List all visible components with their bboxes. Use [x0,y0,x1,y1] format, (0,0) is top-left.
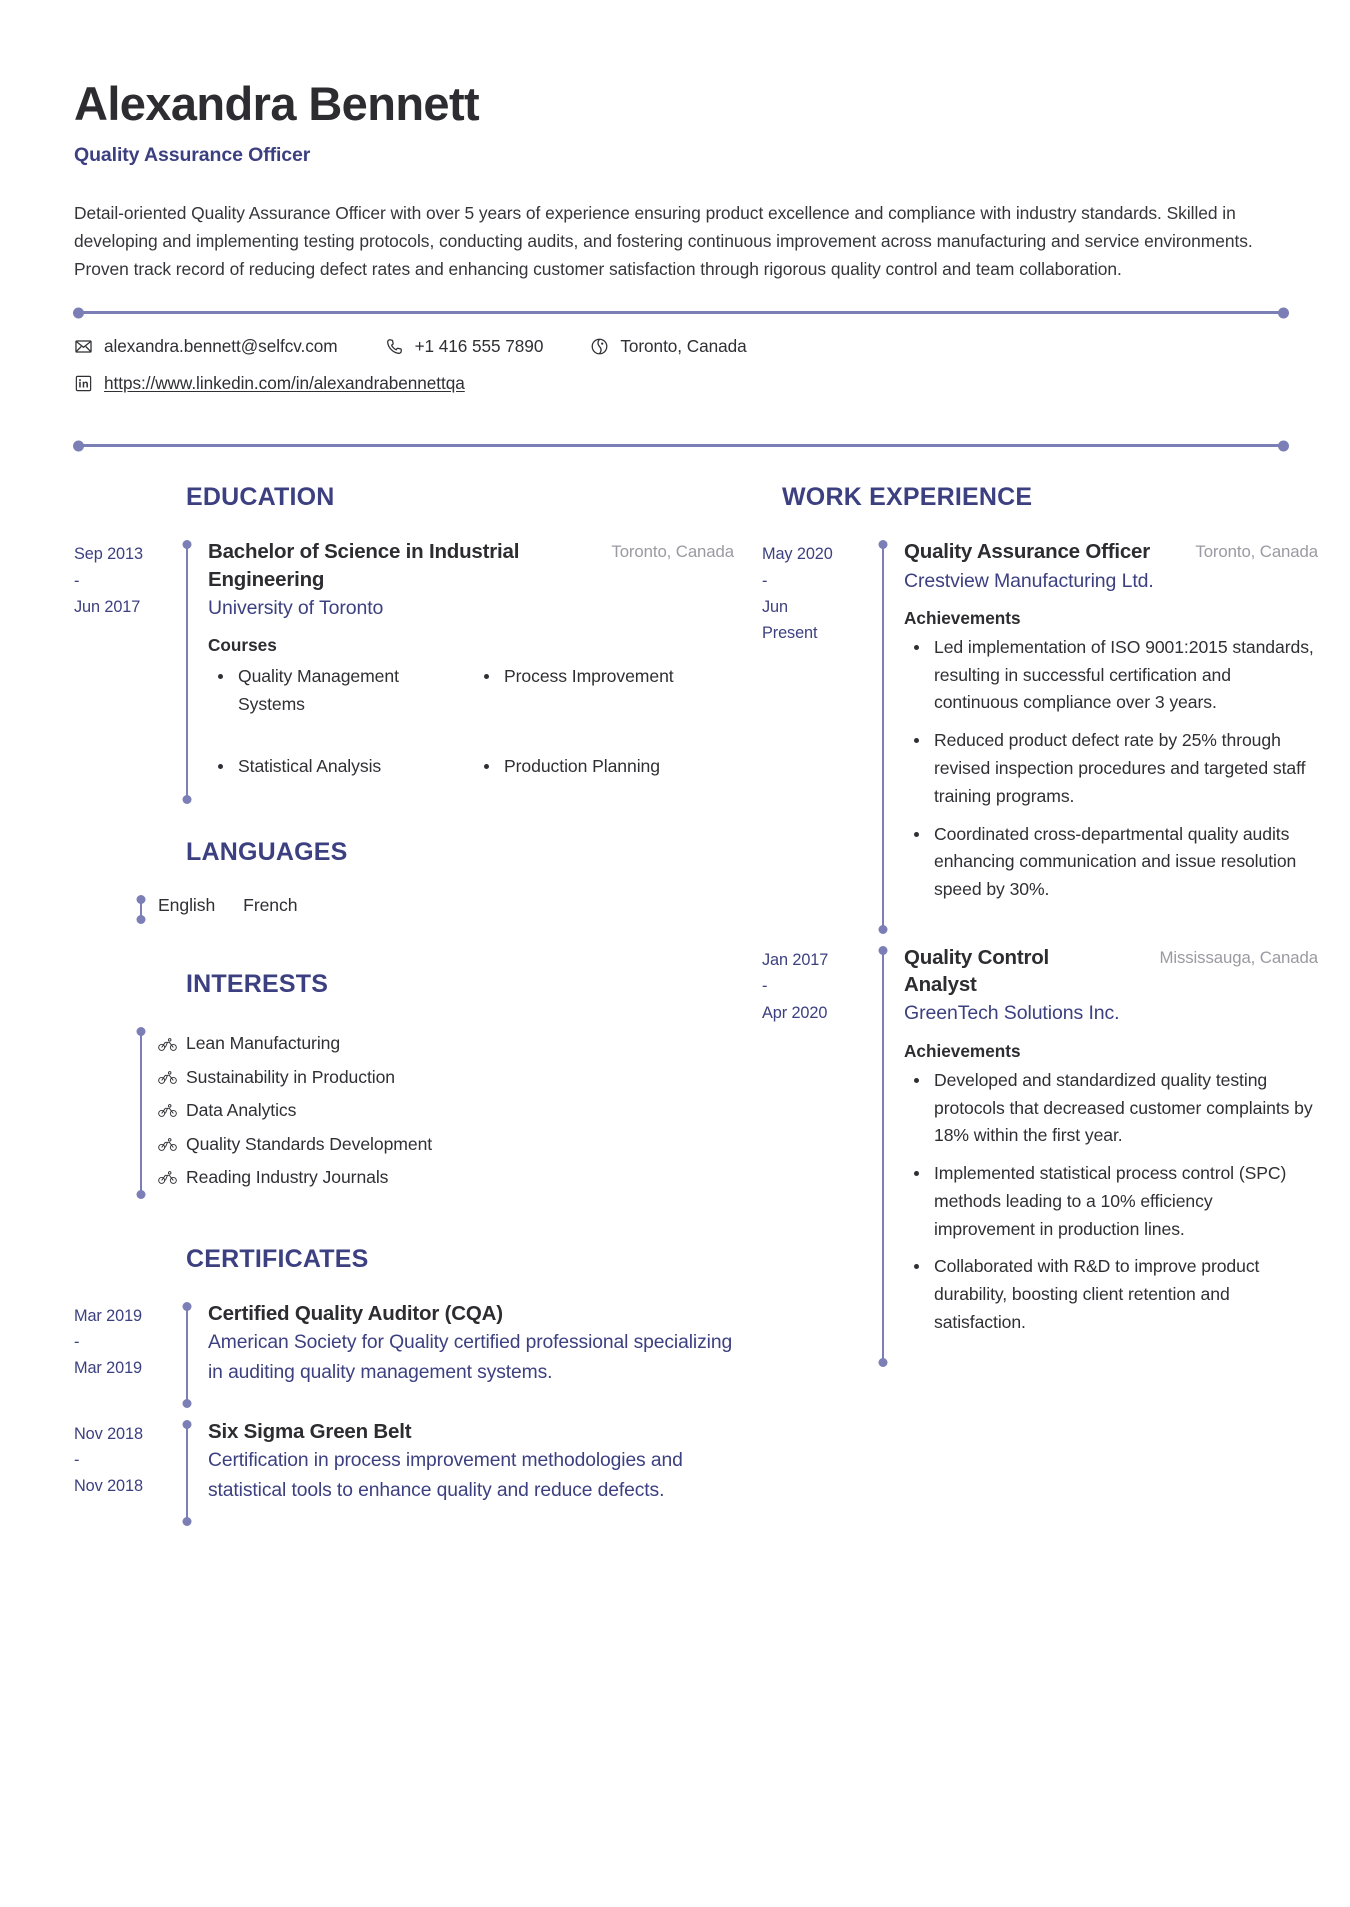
work-date [762,944,870,1369]
certificate-date [74,1300,174,1410]
timeline-dot-top [183,1302,192,1311]
interest-label: Sustainability in Production [186,1066,396,1087]
language-item: French [243,895,298,916]
education-start: Sep 2013 [74,545,143,564]
timeline-line [186,1425,188,1521]
timeline-dot-top [183,1420,192,1429]
work-timeline [876,538,890,936]
timeline-dot-top [137,1027,146,1036]
timeline-line [882,545,884,929]
certificate-timeline [180,1300,194,1410]
certificate-start: Nov 2018 [74,1424,143,1443]
certificate-title: Six Sigma Green Belt [208,1419,412,1443]
bicycle-icon [158,1170,177,1185]
section-title-work: WORK EXPERIENCE [782,483,1033,512]
left-column [74,483,734,1537]
bicycle-icon [158,1103,177,1118]
interest-label: Reading Industry Journals [186,1167,389,1188]
contact-linkedin-text: https://www.linkedin.com/in/alexandrabennettqa [104,373,465,394]
work-company: Crestview Manufacturing Ltd. [904,569,1154,592]
globe-icon [590,337,609,356]
contact-row-primary [74,336,1288,357]
achievement-item: Collaborated with R&D to improve product durability, boosting client retention and satisfaction. [904,1253,1318,1336]
certificate-dash: - [74,1332,80,1351]
course-item: Production Planning [474,752,734,780]
work-achievements-label: Achievements [904,1040,1021,1061]
timeline-dot-bottom [183,795,192,804]
certificate-start: Mar 2019 [74,1306,142,1325]
bicycle-icon [158,1070,177,1085]
certificate-entry [74,1418,734,1528]
certificate-timeline [180,1418,194,1528]
course-item: Quality Management Systems [208,662,468,718]
phone-icon [385,337,404,356]
education-school: University of Toronto [208,596,384,619]
work-timeline [876,944,890,1369]
timeline-dot-bottom [183,1517,192,1526]
timeline-dot-top [137,895,146,904]
course-item: Process Improvement [474,662,734,718]
timeline-dot-bottom [879,925,888,934]
work-date [762,538,870,936]
certificate-body [208,1300,734,1410]
education-body [208,538,734,806]
interests-list [158,1025,432,1200]
section-title-certificates: CERTIFICATES [186,1244,369,1273]
education-entry [74,538,734,806]
envelope-icon [74,337,93,356]
candidate-name: Alexandra Bennett [74,77,480,130]
languages-timeline [134,893,148,926]
interest-label: Data Analytics [186,1100,297,1121]
interest-label: Lean Manufacturing [186,1033,341,1054]
certificate-description: Certification in process improvement methodologies and statistical tools to enhance quality and reduce defects. [208,1449,683,1501]
education-courses-grid [208,662,734,784]
work-body [904,944,1318,1369]
education-timeline [180,538,194,806]
timeline-dot-bottom [879,1358,888,1367]
work-head [904,538,1318,565]
work-role: Quality Control Analyst [904,945,1050,997]
interest-label: Quality Standards Development [186,1133,433,1154]
section-languages [74,838,734,926]
certificate-entry [74,1300,734,1410]
bicycle-icon [158,1137,177,1152]
education-location: Toronto, Canada [611,542,734,562]
section-work-experience [762,483,1318,1369]
timeline-dot-bottom [183,1399,192,1408]
work-body [904,538,1318,936]
timeline-line [186,545,188,799]
certificate-title: Certified Quality Auditor (CQA) [208,1301,503,1325]
contact-location-text: Toronto, Canada [620,336,747,357]
linkedin-icon [74,374,93,393]
work-location: Toronto, Canada [1195,542,1318,562]
divider-top [74,311,1288,314]
timeline-dot-top [183,540,192,549]
interest-item [158,1027,432,1060]
contact-phone-text: +1 416 555 7890 [414,336,544,357]
certificate-dash: - [74,1451,80,1469]
candidate-job-title: Quality Assurance Officer [74,143,311,166]
course-item: Statistical Analysis [208,752,468,780]
work-end-line1: Jun [762,598,788,617]
work-start: Jan 2017 [762,950,829,969]
interest-item [158,1061,432,1094]
interest-item [158,1094,432,1127]
section-title-languages: LANGUAGES [186,838,348,867]
work-dash: - [762,571,768,590]
timeline-line [882,951,884,1362]
achievement-item: Led implementation of ISO 9001:2015 standards, resulting in successful certification and continuous compliance over 3 years. [904,634,1318,717]
work-location: Mississauga, Canada [1159,947,1318,967]
education-dash: - [74,571,80,590]
resume-header [74,78,1288,283]
contact-linkedin[interactable] [74,373,465,394]
timeline-line [140,1032,142,1193]
timeline-dot-top [879,946,888,955]
work-entry [762,944,1318,1369]
education-head [208,538,734,593]
interests-timeline [134,1025,148,1200]
work-end-line2: Present [762,624,818,643]
work-start: May 2020 [762,545,833,564]
contact-email[interactable] [74,336,338,357]
contact-email-text: alexandra.bennett@selfcv.com [104,336,338,357]
certificate-body [208,1418,734,1528]
timeline-dot-top [879,540,888,549]
work-head [904,944,1318,999]
education-end: Jun 2017 [74,598,141,617]
achievement-item: Coordinated cross-departmental quality audits enhancing communication and issue resolution speed by 30%. [904,821,1318,904]
work-achievements-list [904,1067,1318,1337]
section-certificates [74,1245,734,1528]
languages-entry [74,893,734,926]
work-dash: - [762,977,768,996]
interest-item [158,1161,432,1194]
section-interests [74,970,734,1200]
section-title-education: EDUCATION [186,483,335,512]
work-company: GreenTech Solutions Inc. [904,1002,1120,1025]
education-courses-label: Courses [208,635,277,656]
contact-phone[interactable] [385,336,544,357]
interests-entry [74,1025,734,1200]
section-title-interests: INTERESTS [186,970,329,999]
contact-block [74,314,1288,416]
contact-row-secondary [74,373,1288,394]
interest-item [158,1128,432,1161]
certificate-date [74,1418,174,1528]
timeline-dot-bottom [137,1190,146,1199]
language-item: English [158,895,216,916]
divider-bottom [74,444,1288,447]
section-education [74,483,734,806]
professional-summary: Detail-oriented Quality Assurance Officer with over 5 years of experience ensuring product excellence and compliance with industry standards. Skilled in developing and implementing testing protocols, conducting audits, and fostering continuous improvement across manufacturing and service environments. Proven track record of reducing defect rates and enhancing customer satisfaction through rigorous quality control and team collaboration. [74,202,1253,280]
right-column [762,483,1318,1537]
education-degree: Bachelor of Science in Industrial Engineering [208,540,520,591]
work-achievements-list [904,634,1318,904]
education-date [74,538,174,806]
languages-list [158,893,297,926]
resume-body [74,483,1318,1537]
certificate-end: Mar 2019 [74,1359,142,1378]
timeline-line [186,1307,188,1403]
work-achievements-label: Achievements [904,607,1021,628]
work-end-line1: Apr 2020 [762,1003,828,1022]
achievement-item: Reduced product defect rate by 25% through revised inspection procedures and targeted staff training programs. [904,727,1318,810]
achievement-item: Implemented statistical process control (SPC) methods leading to a 10% efficiency improvement in production lines. [904,1160,1318,1243]
certificate-end: Nov 2018 [74,1477,143,1496]
bicycle-icon [158,1037,177,1052]
work-entry [762,538,1318,936]
timeline-dot-bottom [137,915,146,924]
certificate-description: American Society for Quality certified professional specializing in auditing quality management systems. [208,1331,733,1383]
achievement-item: Developed and standardized quality testing protocols that decreased customer complaints by 18% within the first year. [904,1067,1318,1150]
work-role: Quality Assurance Officer [904,540,1151,564]
contact-location [590,336,746,357]
